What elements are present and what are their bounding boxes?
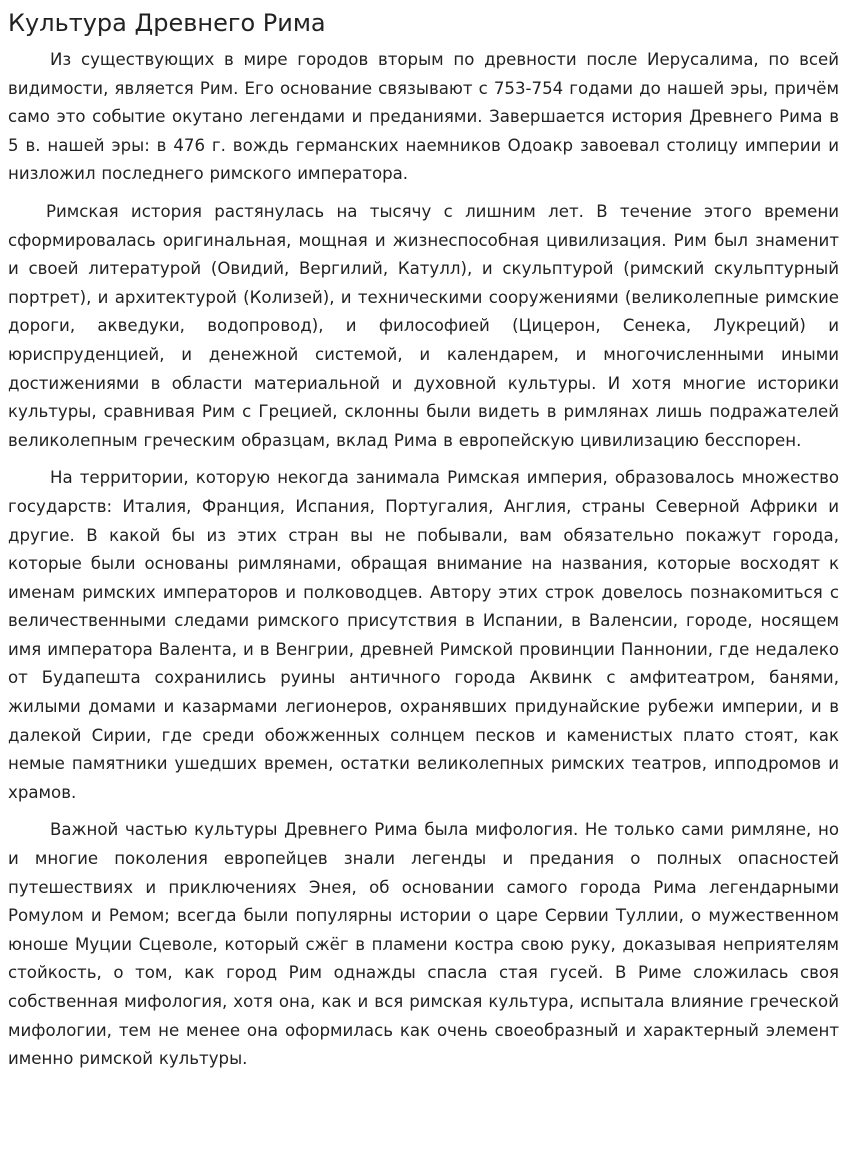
paragraph-4: Важной частью культуры Древнего Рима была мифология. Не только сами римляне, но и многие поколения европейцев знали легенды и предания о полных опасностей путешествиях и приключениях Энея, об основании самого города Рима легендарными Ромулом и Ремом; всегда были популярны истории о царе Сервии Туллии, о мужественном юноше Муции Сцеволе, который сжёг в пламени костра свою руку, доказывая неприятелям стойкость, о том, как город Рим однажды спасла стая гусей. В Риме сложилась своя собственная мифология, хотя она, как и вся римская культура, испытала влияние греческой мифологии, тем не менее она оформилась как очень своеобразный и характерный элемент именно римской культуры. [8,820,839,1069]
page-title: Культура Древнего Рима [8,9,326,37]
paragraph-1: Из существующих в мире городов вторым по древности после Иерусалима, по всей видимости, является Рим. Его основание связывают с 753-754 годами до нашей эры, причём само это событие окутано легендами и преданиями. Завершается история Древнего Рима в 5 в. нашей эры: в 476 г. вождь германских наемников Одоакр завоевал столицу империи и низложил последнего римского императора. [8,50,839,184]
paragraph-3: На территории, которую некогда занимала Римская империя, образовалось множество государств: Италия, Франция, Испания, Португалия, Англия, страны Северной Африки и другие. В какой бы из этих стран вы не побывали, вам обязательно покажут города, которые были основаны римлянами, обращая внимание на названия, которые восходят к именам римских императоров и полководцев. Автору этих строк довелось познакомиться с величественными следами римского присутствия в Испании, в Валенсии, городе, носящем имя императора Валента, и в Венгрии, древней Римской провинции Паннонии, где недалеко от Будапешта сохранились руины античного города Аквинк с амфитеатром, банями, жилыми домами и казармами легионеров, охранявших придунайские рубежи империи, и в далекой Сирии, где среди обожженных солнцем песков и каменистых плато стоят, как немые памятники ушедших времен, остатки великолепных римских театров, ипподромов и храмов. [8,468,839,802]
paragraph-2: Римская история растянулась на тысячу с лишним лет. В течение этого времени сформировалась оригинальная, мощная и жизнеспособная цивилизация. Рим был знаменит и своей литературой (Овидий, Вергилий, Катулл), и скульптурой (римский скульптурный портрет), и архитектурой (Колизей), и техническими сооружениями (великолепные римские дороги, акведуки, водопровод), и философией (Цицерон, Сенека, Лукреций) и юриспруденцией, и денежной системой, и календарем, и многочисленными иными достижениями в области материальной и духовной культуры. И хотя многие историки культуры, сравнивая Рим с Грецией, склонны были видеть в римлянах лишь подражателей великолепным греческим образцам, вклад Рима в европейскую цивилизацию бесспорен. [8,201,839,450]
